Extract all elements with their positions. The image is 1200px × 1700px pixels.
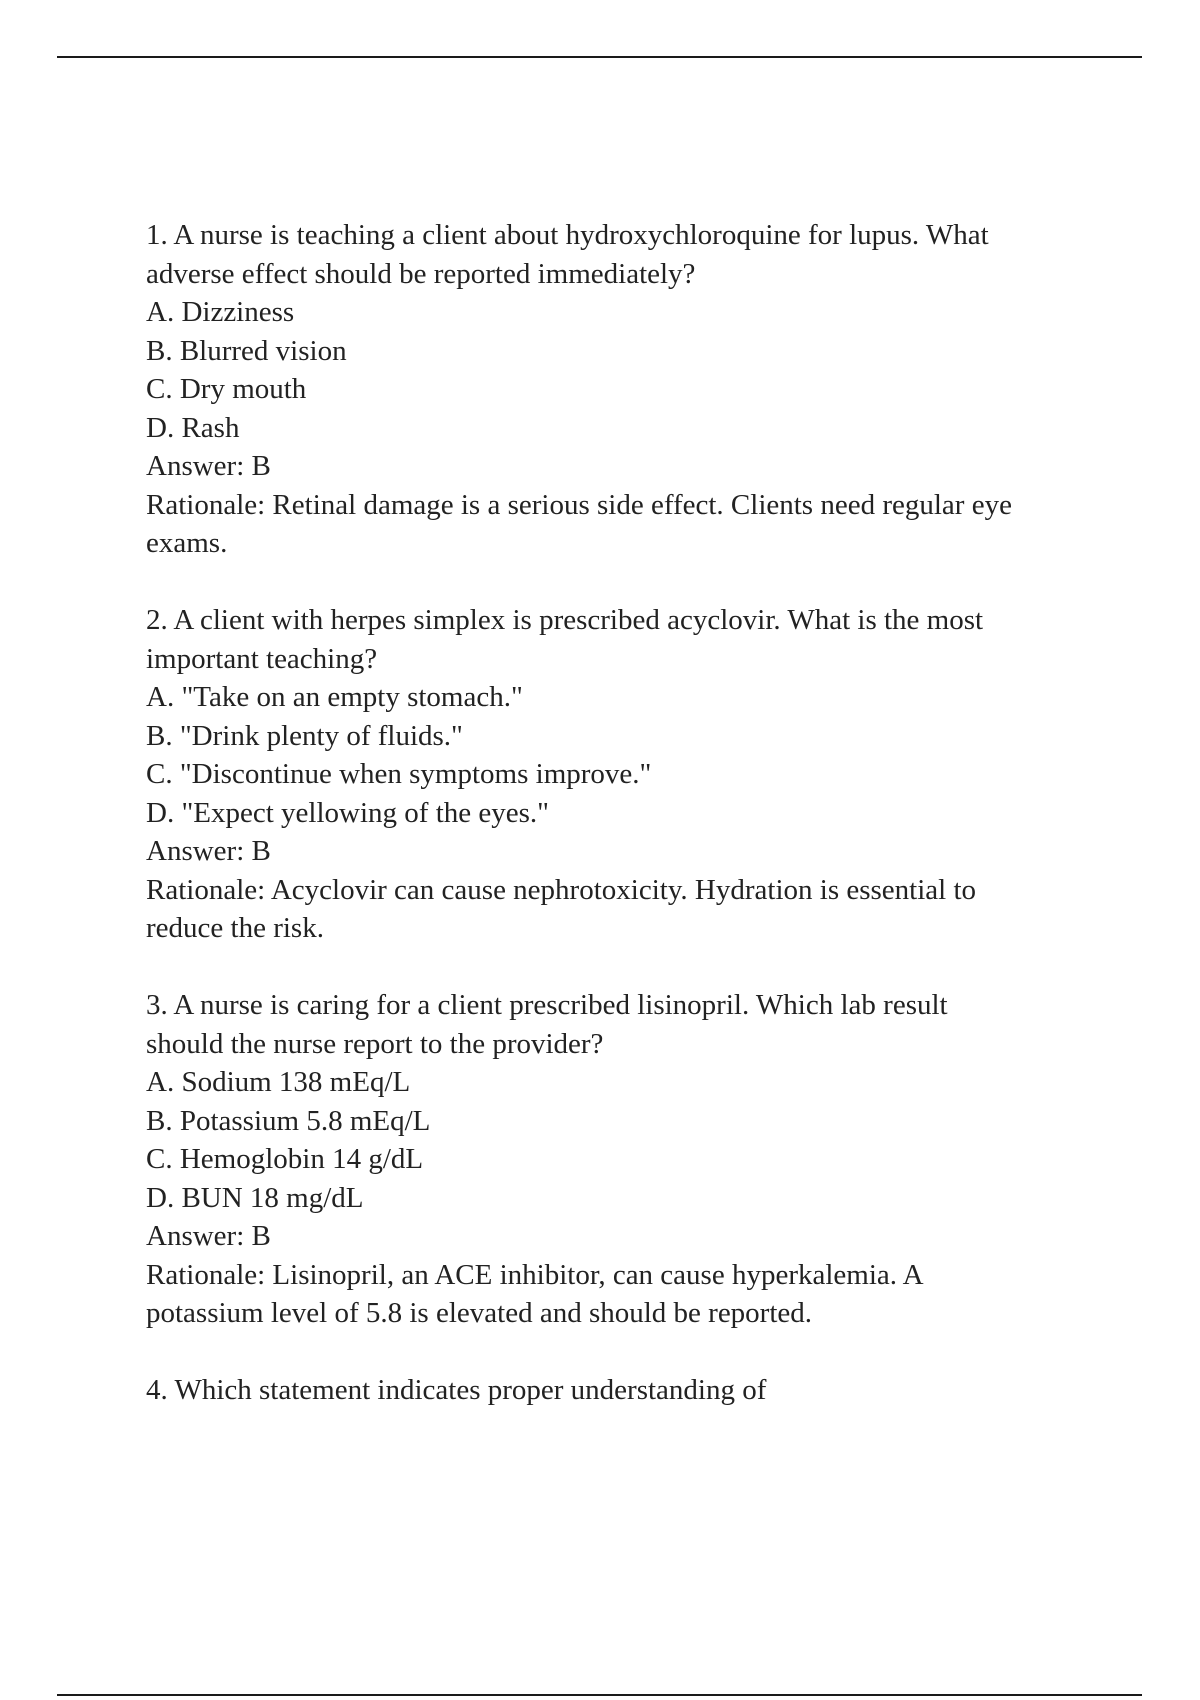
- header-rule: [57, 56, 1142, 58]
- question-4: [146, 1371, 1046, 1410]
- option-b: B. "Drink plenty of fluids.": [146, 719, 463, 752]
- rationale: Rationale: Lisinopril, an ACE inhibitor, can cause hyperkalemia. A potassium level of 5.8 is elevated and should be reported.: [146, 1258, 923, 1329]
- question-3: [146, 986, 1046, 1333]
- document-body: [146, 216, 1046, 1448]
- rationale: Rationale: Retinal damage is a serious side effect. Clients need regular eye exams.: [146, 488, 1012, 559]
- option-d: D. "Expect yellowing of the eyes.": [146, 796, 549, 829]
- option-a: A. Dizziness: [146, 296, 295, 328]
- answer: Answer: B: [146, 835, 271, 867]
- option-a: A. "Take on an empty stomach.": [146, 681, 523, 713]
- option-b: B. Potassium 5.8 mEq/L: [146, 1104, 431, 1137]
- answer: Answer: B: [146, 1220, 271, 1252]
- question-stem: 3. A nurse is caring for a client prescribed lisinopril. Which lab result should the nurse report to the provider?: [146, 989, 948, 1060]
- answer: Answer: B: [146, 450, 271, 482]
- rationale: Rationale: Acyclovir can cause nephrotoxicity. Hydration is essential to reduce the risk.: [146, 873, 977, 944]
- question-2: [146, 601, 1046, 948]
- footer-rule: [57, 1694, 1142, 1696]
- option-c: C. Dry mouth: [146, 373, 307, 405]
- option-c: C. Hemoglobin 14 g/dL: [146, 1143, 424, 1175]
- option-d: D. Rash: [146, 411, 240, 444]
- question-1: [146, 216, 1046, 563]
- question-stem-partial: 4. Which statement indicates proper understanding of: [146, 1374, 767, 1406]
- question-stem: 1. A nurse is teaching a client about hydroxychloroquine for lupus. What adverse effect should be reported immediately?: [146, 219, 989, 290]
- option-d: D. BUN 18 mg/dL: [146, 1181, 364, 1214]
- question-stem: 2. A client with herpes simplex is prescribed acyclovir. What is the most important teaching?: [146, 604, 984, 675]
- option-a: A. Sodium 138 mEq/L: [146, 1066, 411, 1098]
- option-b: B. Blurred vision: [146, 334, 347, 367]
- option-c: C. "Discontinue when symptoms improve.": [146, 758, 652, 790]
